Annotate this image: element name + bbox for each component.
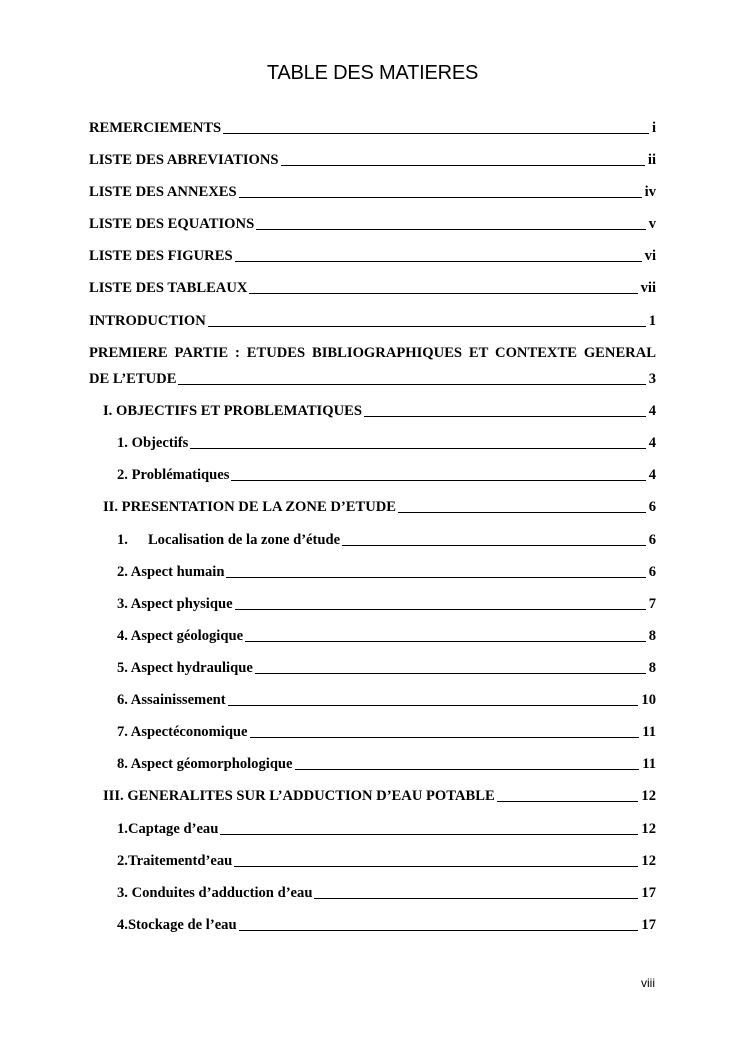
toc-leader-line	[281, 164, 645, 166]
toc-entry-label: I. OBJECTIFS ET PROBLEMATIQUES	[103, 403, 362, 419]
toc-leader-line	[178, 383, 645, 385]
toc-entry-label: II. PRESENTATION DE LA ZONE D’ETUDE	[103, 499, 397, 515]
toc-leader-line	[235, 608, 646, 610]
footer-page-number: viii	[641, 976, 655, 990]
toc-leader-line	[255, 672, 646, 674]
toc-page-number: 7	[648, 596, 656, 612]
toc-page-number: v	[648, 216, 656, 232]
toc-leader-line	[234, 865, 638, 867]
toc-entry-aspect-humain[interactable]	[117, 564, 656, 581]
toc-entry-aspect-physique[interactable]	[117, 596, 656, 613]
toc-entry-label: 8. Aspect géomorphologique	[117, 756, 293, 772]
toc-entry-label: LISTE DES TABLEAUX	[89, 280, 248, 296]
toc-leader-line	[497, 800, 639, 802]
toc-entry-label: LISTE DES ANNEXES	[89, 184, 237, 200]
toc-leader-line	[342, 544, 646, 546]
toc-entry-label: LISTE DES ABREVIATIONS	[89, 152, 279, 168]
toc-entry-equations[interactable]	[89, 216, 656, 233]
toc-entry-aspect-geologique[interactable]	[117, 628, 656, 645]
toc-leader-line	[231, 479, 645, 481]
toc-entry-traitement[interactable]	[117, 853, 656, 870]
toc-leader-line	[190, 447, 645, 449]
toc-page-number: 3	[648, 371, 656, 387]
toc-page-number: 6	[648, 532, 656, 548]
toc-entry-label	[117, 532, 340, 549]
toc-entry-label: 6. Assainissement	[117, 692, 226, 708]
toc-page-number: i	[651, 120, 656, 136]
toc-page-number: 8	[648, 628, 656, 644]
toc-page-number: 1	[648, 313, 656, 329]
toc-page-number: 17	[641, 885, 656, 901]
toc-page-number: ii	[647, 152, 656, 168]
toc-page-number: 12	[641, 788, 656, 804]
toc-entry-label: LISTE DES EQUATIONS	[89, 216, 255, 232]
toc-entry-label: 1. Objectifs	[117, 435, 189, 451]
toc-page-number: iv	[644, 184, 656, 200]
toc-entry-aspect-economique[interactable]	[117, 724, 656, 741]
toc-entry-label: 4.Stockage de l’eau	[117, 917, 237, 933]
toc-entry-label: 4. Aspect géologique	[117, 628, 244, 644]
toc-leader-line	[295, 768, 640, 770]
toc-page-number: 11	[642, 756, 656, 772]
toc-entry-annexes[interactable]	[89, 184, 656, 201]
toc-entry-label: 7. Aspectéconomique	[117, 724, 248, 740]
toc-entry-objectifs-problematiques[interactable]	[103, 403, 656, 420]
toc-page-number: vi	[644, 248, 656, 264]
toc-entry-aspect-geomorphologique[interactable]	[117, 756, 656, 773]
toc-page-number: 4	[648, 467, 656, 483]
toc-page-number: 6	[648, 564, 656, 580]
toc-entry-label: 3. Aspect physique	[117, 596, 233, 612]
toc-page-number: 17	[641, 917, 656, 933]
toc-leader-line	[223, 132, 649, 134]
toc-entry-introduction[interactable]	[89, 313, 656, 330]
toc-entry-problematiques[interactable]	[117, 467, 656, 484]
toc-leader-line	[256, 228, 646, 230]
toc-page-number: 4	[648, 435, 656, 451]
toc-entry-conduites[interactable]	[117, 885, 656, 902]
toc-leader-line	[208, 325, 646, 327]
toc-entry-aspect-hydraulique[interactable]	[117, 660, 656, 677]
toc-page-number: 12	[641, 853, 656, 869]
toc-entry-premiere-partie-line1[interactable]: PREMIERE PARTIE : ETUDES BIBLIOGRAPHIQUES ET CONTEXTE GENERAL	[89, 345, 656, 361]
toc-page-number: 11	[642, 724, 656, 740]
toc-leader-line	[235, 260, 642, 262]
toc-entry-figures[interactable]	[89, 248, 656, 265]
toc-leader-line	[239, 196, 642, 198]
toc-entry-label-text: Localisation de la zone d’étude	[147, 532, 341, 548]
toc-entry-label: 5. Aspect hydraulique	[117, 660, 253, 676]
toc-leader-line	[220, 833, 638, 835]
toc-entry-label: REMERCIEMENTS	[89, 120, 222, 136]
toc-page-number: 12	[641, 821, 656, 837]
toc-entry-tableaux[interactable]	[89, 280, 656, 297]
toc-leader-line	[364, 415, 646, 417]
toc-entry-label: 2.Traitementd’eau	[117, 853, 233, 869]
toc-page-number: 6	[648, 499, 656, 515]
toc-entry-localisation[interactable]	[117, 532, 656, 549]
toc-leader-line	[250, 736, 640, 738]
toc-leader-line	[249, 292, 637, 294]
toc-page-number: vii	[640, 280, 656, 296]
toc-entry-label: DE L’ETUDE	[89, 371, 177, 387]
toc-leader-line	[314, 897, 638, 899]
toc-page-number: 4	[648, 403, 656, 419]
toc-leader-line	[398, 511, 646, 513]
page-title: TABLE DES MATIERES	[266, 62, 479, 84]
toc-entry-number: 1.	[117, 532, 128, 548]
toc-entry-label: 2. Problématiques	[117, 467, 230, 483]
toc-entry-label: LISTE DES FIGURES	[89, 248, 233, 264]
toc-entry-objectifs[interactable]	[117, 435, 656, 452]
toc-entry-abreviations[interactable]	[89, 152, 656, 169]
toc-entry-generalites-adduction[interactable]	[103, 788, 656, 805]
toc-leader-line	[245, 640, 646, 642]
toc-leader-line	[239, 929, 639, 931]
toc-entry-premiere-partie[interactable]	[89, 371, 656, 388]
toc-page-number: 10	[641, 692, 656, 708]
toc-entry-presentation-zone[interactable]	[103, 499, 656, 516]
toc-entry-label: III. GENERALITES SUR L’ADDUCTION D’EAU POTABLE	[103, 788, 495, 804]
toc-leader-line	[226, 576, 645, 578]
toc-entry-label: 3. Conduites d’adduction d’eau	[117, 885, 313, 901]
toc-entry-remerciements[interactable]	[89, 120, 656, 137]
toc-entry-captage[interactable]	[117, 821, 656, 838]
toc-entry-label: INTRODUCTION	[89, 313, 206, 329]
toc-page-number: 8	[648, 660, 656, 676]
toc-entry-label: 1.Captage d’eau	[117, 821, 219, 837]
toc-leader-line	[228, 704, 639, 706]
toc-entry-label: 2. Aspect humain	[117, 564, 225, 580]
toc-entry-stockage[interactable]	[117, 917, 656, 934]
toc-entry-assainissement[interactable]	[117, 692, 656, 709]
